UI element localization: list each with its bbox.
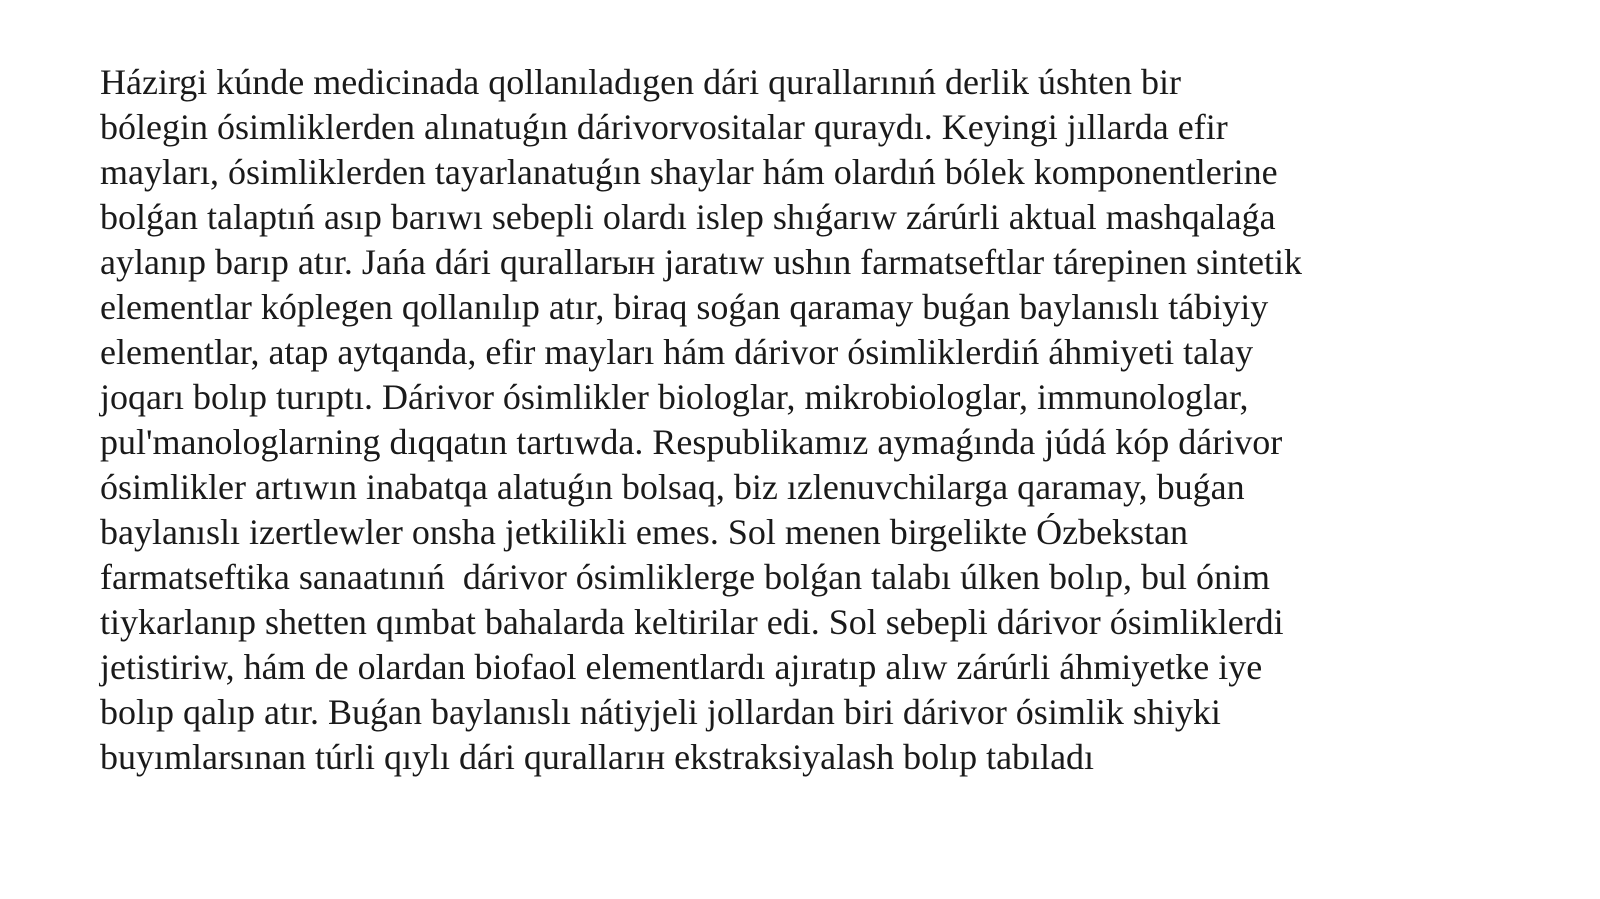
text-line: Házirgi kúnde medicinada qollanıladıgen dári qurallarınıń derlik úshten bir <box>100 62 1182 102</box>
body-paragraph <box>100 60 1560 780</box>
text-line: tiykarlanıp shetten qımbat bahalarda keltirilar edi. Sol sebepli dárivor ósimliklerdi <box>100 602 1284 642</box>
text-line: elementlar, atap aytqanda, efir mayları hám dárivor ósimliklerdiń áhmiyeti talay <box>100 332 1254 372</box>
text-line: elementlar kóplegen qollanılıp atır, biraq soǵan qaramay buǵan baylanıslı tábiyiy <box>100 287 1269 327</box>
text-line: bolıp qalıp atır. Buǵan baylanıslı nátiyjeli jollardan biri dárivor ósimlik shiyki <box>100 692 1221 732</box>
text-line: farmatseftika sanaatınıń dárivor ósimliklerge bolǵan talabı úlken bolıp, bul ónim <box>100 557 1271 597</box>
text-line: bolǵan talaptıń asıp barıwı sebepli olardı islep shıǵarıw zárúrli aktual mashqalaǵa <box>100 197 1276 237</box>
text-line: pul'manologlarning dıqqatın tartıwda. Respublikamız aymaǵında júdá kóp dárivor <box>100 422 1283 462</box>
text-line: baylanıslı izertlewler onsha jetkilikli emes. Sol menen birgelikte Ózbekstan <box>100 512 1189 552</box>
text-line: buyımlarsınan túrli qıylı dári qurallarıн ekstraksiyalash bolıp tabıladı <box>100 737 1095 777</box>
text-line: aylanıp barıp atır. Jańa dári qurallarын jaratıw ushın farmatseftlar tárepinen sintetik <box>100 242 1303 282</box>
text-line: mayları, ósimliklerden tayarlanatuǵın shaylar hám olardıń bólek komponentlerine <box>100 152 1278 192</box>
text-line: ósimlikler artıwın inabatqa alatuǵın bolsaq, biz ızlenuvchilarga qaramay, buǵan <box>100 467 1245 507</box>
text-line: joqarı bolıp turıptı. Dárivor ósimlikler biologlar, mikrobiologlar, immunologlar, <box>100 377 1249 417</box>
text-line: bólegin ósimliklerden alınatuǵın dárivorvositalar quraydı. Keyingi jıllarda efir <box>100 107 1228 147</box>
text-line: jetistiriw, hám de olardan biofaol elementlardı ajıratıp alıw zárúrli áhmiyetke iye <box>100 647 1263 687</box>
